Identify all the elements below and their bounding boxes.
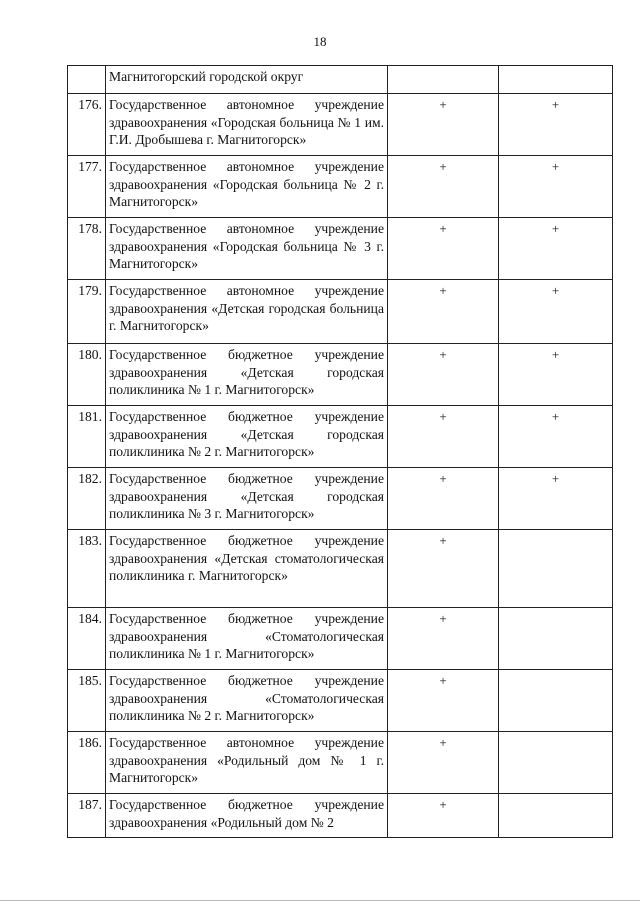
row-number: 179. [68,280,106,344]
table-row [68,218,613,280]
col-b-cell [499,794,613,838]
table-row [68,608,613,670]
col-b-cell [499,732,613,794]
col-b-cell-mark: + [551,97,560,112]
row-number: 185. [68,670,106,732]
institutions-table [67,65,613,838]
col-b-cell [499,218,613,280]
institution-name: Государственное бюджетное учреждение здравоохранения «Детская городская поликлиника № 2 г. Магнитогорск» [106,406,388,468]
row-number: 187. [68,794,106,838]
col-a-cell [388,156,499,218]
institution-name: Государственное бюджетное учреждение здравоохранения «Детская стоматологическая поликлиника г. Магнитогорск» [106,530,388,608]
institution-name: Государственное автономное учреждение здравоохранения «Городская больница № 2 г. Магнитогорск» [106,156,388,218]
col-a-cell-mark: + [439,221,447,236]
table-body [68,66,613,838]
col-a-cell [388,794,499,838]
institution-name: Государственное автономное учреждение здравоохранения «Городская больница № 3 г. Магнитогорск» [106,218,388,280]
district-header-col-a [388,66,499,94]
row-number: 181. [68,406,106,468]
col-a-cell-mark: + [439,409,447,424]
col-a-cell-mark: + [439,97,447,112]
col-b-cell [499,156,613,218]
row-number: 178. [68,218,106,280]
col-b-cell [499,406,613,468]
col-b-cell-mark: + [551,159,560,174]
col-a-cell-mark: + [439,283,447,298]
table-row [68,670,613,732]
col-a-cell [388,608,499,670]
row-number: 183. [68,530,106,608]
table-row [68,344,613,406]
district-header-row [68,66,613,94]
table-row [68,468,613,530]
col-b-cell-mark: + [551,347,560,362]
col-b-cell [499,670,613,732]
district-header-col-b [499,66,613,94]
district-header-cell: Магнитогорский городской округ [106,66,388,94]
institution-name: Государственное бюджетное учреждение здравоохранения «Стоматологическая поликлиника № 1 г. Магнитогорск» [106,608,388,670]
col-a-cell [388,218,499,280]
row-number: 184. [68,608,106,670]
col-b-cell [499,280,613,344]
institution-name: Государственное автономное учреждение здравоохранения «Детская городская больница г. Магнитогорск» [106,280,388,344]
col-a-cell-mark: + [439,347,447,362]
institution-name: Государственное автономное учреждение здравоохранения «Родильный дом № 1 г. Магнитогорск» [106,732,388,794]
col-a-cell-mark: + [439,735,447,750]
table-row [68,732,613,794]
row-number: 177. [68,156,106,218]
col-a-cell [388,530,499,608]
table-row [68,156,613,218]
col-a-cell-mark: + [439,611,447,626]
col-a-cell [388,468,499,530]
row-number: 180. [68,344,106,406]
table-row [68,406,613,468]
col-a-cell [388,670,499,732]
institution-name: Государственное бюджетное учреждение здравоохранения «Родильный дом № 2 [106,794,388,838]
row-number: 176. [68,94,106,156]
table-row [68,530,613,608]
row-number: 186. [68,732,106,794]
table-row [68,94,613,156]
col-a-cell-mark: + [439,159,447,174]
col-a-cell [388,732,499,794]
institution-name: Государственное бюджетное учреждение здравоохранения «Детская городская поликлиника № 1 г. Магнитогорск» [106,344,388,406]
district-header-num-cell [68,66,106,94]
col-b-cell [499,530,613,608]
table-row [68,280,613,344]
col-b-cell [499,94,613,156]
col-a-cell [388,344,499,406]
col-a-cell [388,280,499,344]
col-a-cell-mark: + [439,673,447,688]
col-b-cell-mark: + [551,409,560,424]
page-number: 18 [313,34,327,49]
col-a-cell-mark: + [439,471,447,486]
institution-name: Государственное автономное учреждение здравоохранения «Городская больница № 1 им. Г.И. Дробышева г. Магнитогорск» [106,94,388,156]
col-b-cell [499,608,613,670]
col-a-cell [388,94,499,156]
col-a-cell-mark: + [439,797,447,812]
institution-name: Государственное бюджетное учреждение здравоохранения «Детская городская поликлиника № 3 г. Магнитогорск» [106,468,388,530]
col-a-cell-mark: + [439,533,447,548]
col-b-cell-mark: + [551,283,560,298]
col-b-cell [499,468,613,530]
col-b-cell [499,344,613,406]
page-bottom-edge [0,900,640,901]
col-b-cell-mark: + [551,221,560,236]
institution-name: Государственное бюджетное учреждение здравоохранения «Стоматологическая поликлиника № 2 г. Магнитогорск» [106,670,388,732]
col-b-cell-mark: + [551,471,560,486]
row-number: 182. [68,468,106,530]
col-a-cell [388,406,499,468]
table-row [68,794,613,838]
